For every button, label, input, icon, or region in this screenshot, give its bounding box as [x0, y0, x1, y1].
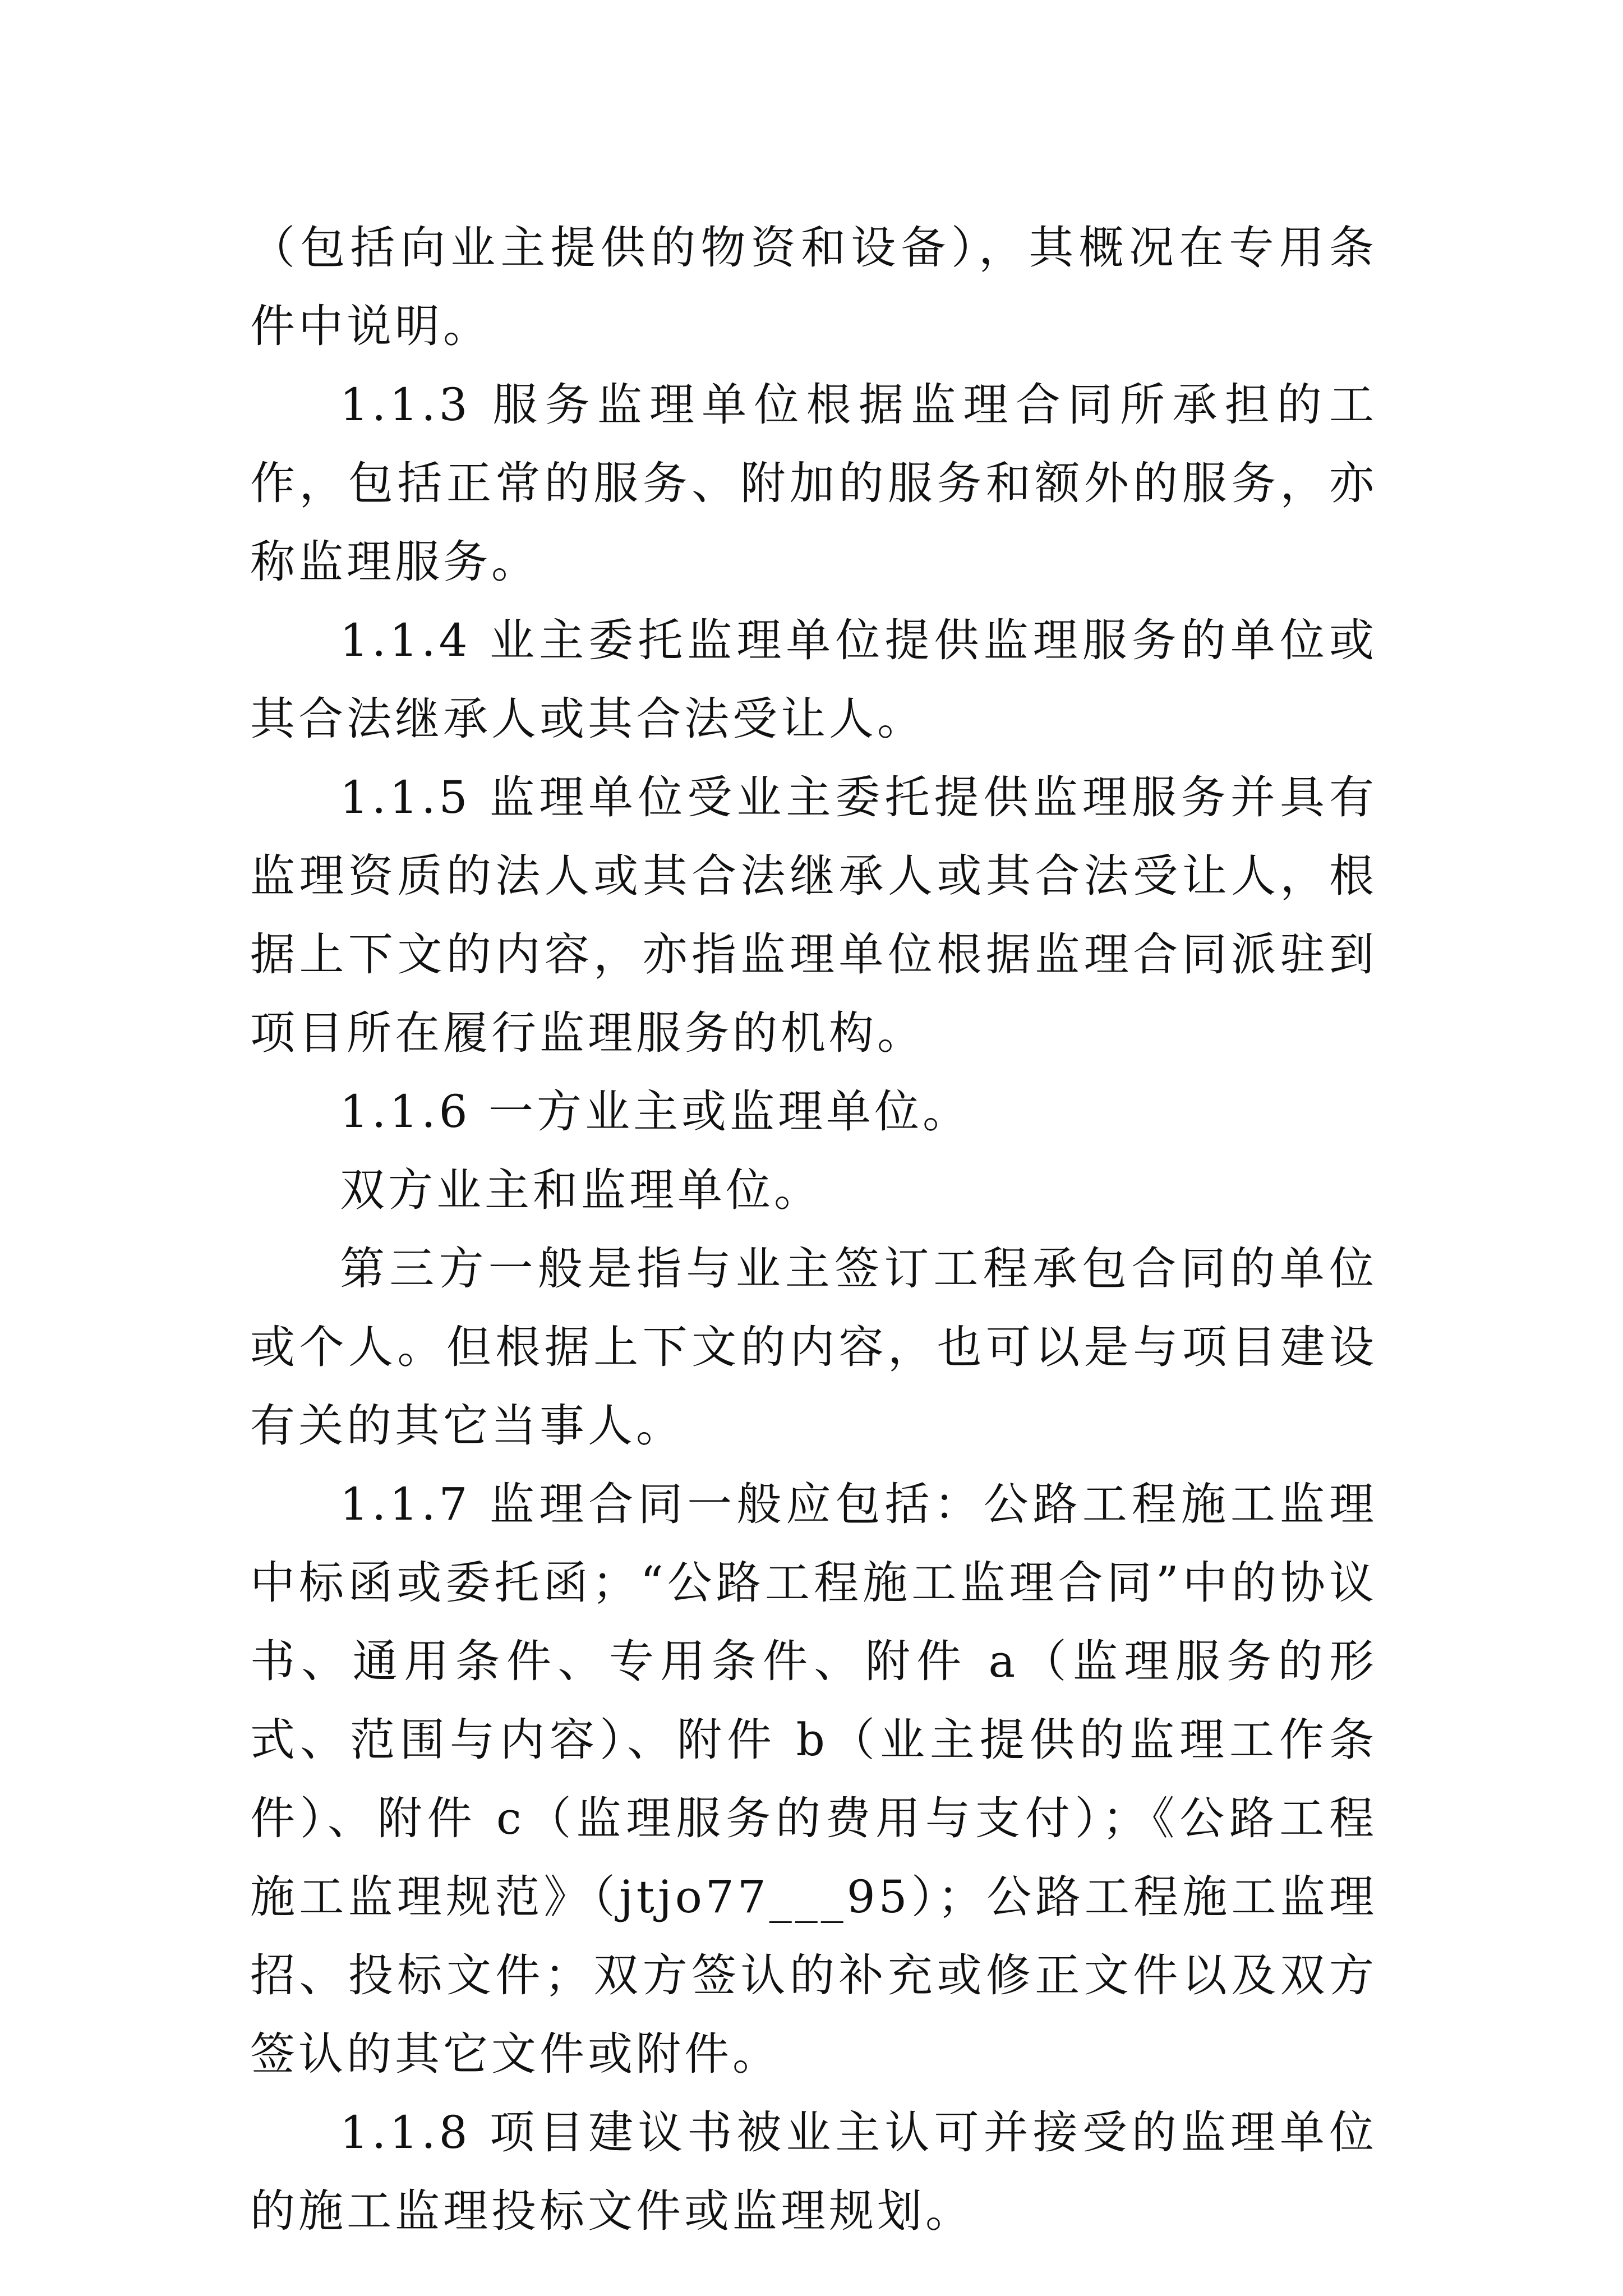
document-body	[250, 209, 1377, 2251]
paragraph-both-parties: 双方业主和监理单位。	[340, 1164, 822, 1216]
paragraph-1-1-7: 1.1.7 监理合同一般应包括：公路工程施工监理中标函或委托函；“公路工程施工监理合同”中的协议书、通用条件、专用条件、附件 a（监理服务的形式、范围与内容）、附件 b（业主提供的监理工作条件）、附件 c（监理服务的费用与支付）；《公路工程施工监理规范》（jtjo77___95）；公路工程施工监理招、投标文件；双方签认的补充或修正文件以及双方签认的其它文件或附件。	[250, 1478, 1377, 2080]
paragraph-1-1-6: 1.1.6 一方业主或监理单位。	[340, 1085, 971, 1138]
paragraph-1-1-4: 1.1.4 业主委托监理单位提供监理服务的单位或其合法继承人或其合法受让人。	[250, 614, 1377, 745]
paragraph-third-party: 第三方一般是指与业主签订工程承包合同的单位或个人。但根据上下文的内容，也可以是与项目建设有关的其它当事人。	[250, 1243, 1377, 1452]
paragraph-1-1-3: 1.1.3 服务监理单位根据监理合同所承担的工作，包括正常的服务、附加的服务和额外的服务，亦称监理服务。	[250, 379, 1377, 588]
paragraph-continuation: （包括向业主提供的物资和设备），其概况在专用条件中说明。	[250, 222, 1377, 352]
paragraph-1-1-8: 1.1.8 项目建议书被业主认可并接受的监理单位的施工监理投标文件或监理规划。	[250, 2106, 1377, 2237]
paragraph-1-1-5: 1.1.5 监理单位受业主委托提供监理服务并具有监理资质的法人或其合法继承人或其合法受让人，根据上下文的内容，亦指监理单位根据监理合同派驻到项目所在履行监理服务的机构。	[250, 771, 1377, 1059]
